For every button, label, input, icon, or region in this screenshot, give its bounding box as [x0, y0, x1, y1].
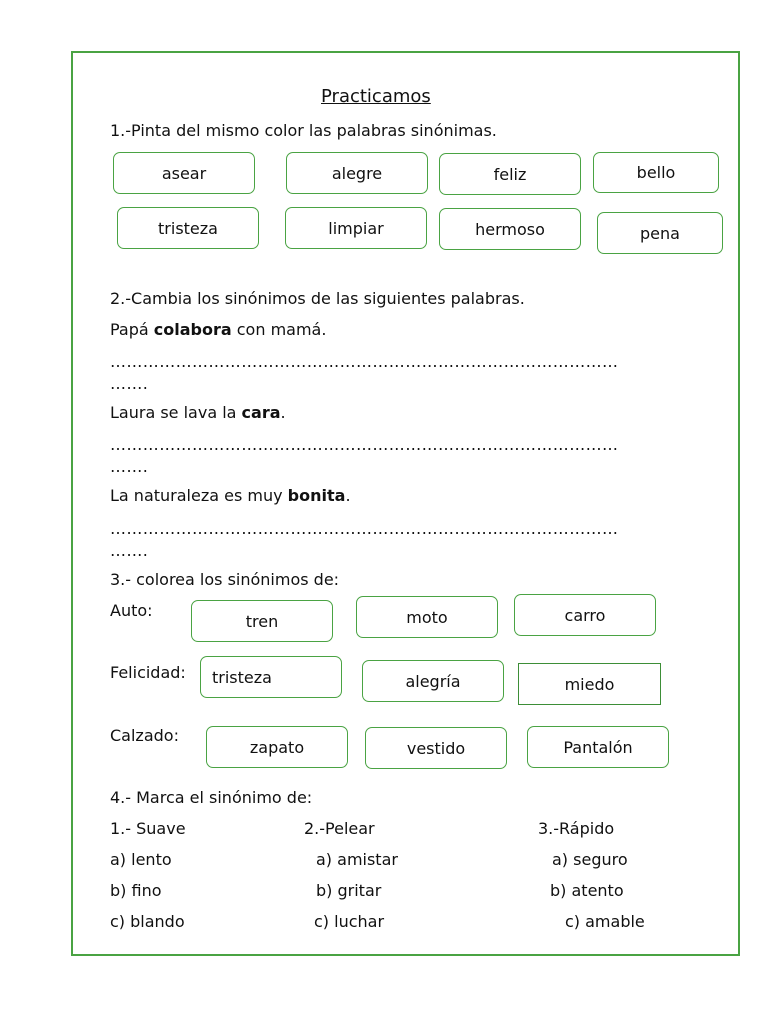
sentence-3-keyword: bonita: [287, 486, 346, 505]
question-2-option-c[interactable]: c) luchar: [314, 912, 385, 931]
option-box-carro[interactable]: carro: [514, 594, 656, 636]
answer-line-1[interactable]: …………………………………………………………………………………: [110, 352, 619, 371]
option-box-zapato[interactable]: zapato: [206, 726, 348, 768]
row-label-auto: Auto:: [110, 601, 153, 620]
section1-instruction: 1.-Pinta del mismo color las palabras sinónimas.: [110, 121, 497, 140]
sentence-3: La naturaleza es muy bonita.: [110, 486, 351, 505]
option-box-vestido[interactable]: vestido: [365, 727, 507, 769]
option-box-alegria[interactable]: alegría: [362, 660, 504, 702]
answer-line-2-end: …….: [110, 457, 149, 476]
section4-instruction: 4.- Marca el sinónimo de:: [110, 788, 313, 807]
word-box-alegre[interactable]: alegre: [286, 152, 428, 194]
question-1-heading: 1.- Suave: [110, 819, 186, 838]
word-box-feliz[interactable]: feliz: [439, 153, 581, 195]
question-3-heading: 3.-Rápido: [538, 819, 615, 838]
question-1-option-a[interactable]: a) lento: [110, 850, 172, 869]
sentence-2-keyword: cara: [241, 403, 281, 422]
answer-line-3-end: …….: [110, 541, 149, 560]
option-box-miedo[interactable]: miedo: [518, 663, 661, 705]
word-box-asear[interactable]: asear: [113, 152, 255, 194]
word-box-tristeza[interactable]: tristeza: [117, 207, 259, 249]
answer-line-3[interactable]: …………………………………………………………………………………: [110, 519, 619, 538]
section2-instruction: 2.-Cambia los sinónimos de las siguientes palabras.: [110, 289, 525, 308]
question-3-option-a[interactable]: a) seguro: [552, 850, 628, 869]
question-3-option-b[interactable]: b) atento: [550, 881, 624, 900]
answer-line-1-end: …….: [110, 374, 149, 393]
row-label-calzado: Calzado:: [110, 726, 179, 745]
sentence-1: Papá colabora con mamá.: [110, 320, 327, 339]
question-1-option-b[interactable]: b) fino: [110, 881, 162, 900]
question-2-heading: 2.-Pelear: [304, 819, 375, 838]
question-2-option-a[interactable]: a) amistar: [316, 850, 398, 869]
option-box-tren[interactable]: tren: [191, 600, 333, 642]
word-box-limpiar[interactable]: limpiar: [285, 207, 427, 249]
option-box-moto[interactable]: moto: [356, 596, 498, 638]
question-2-option-b[interactable]: b) gritar: [316, 881, 382, 900]
option-box-tristeza[interactable]: tristeza: [200, 656, 342, 698]
question-3-option-c[interactable]: c) amable: [565, 912, 645, 931]
question-1-option-c[interactable]: c) blando: [110, 912, 185, 931]
option-box-pantalon[interactable]: Pantalón: [527, 726, 669, 768]
answer-line-2[interactable]: …………………………………………………………………………………: [110, 435, 619, 454]
sentence-1-keyword: colabora: [153, 320, 232, 339]
page-title: Practicamos: [321, 86, 431, 107]
section3-instruction: 3.- colorea los sinónimos de:: [110, 570, 340, 589]
sentence-2: Laura se lava la cara.: [110, 403, 286, 422]
word-box-pena[interactable]: pena: [597, 212, 723, 254]
word-box-hermoso[interactable]: hermoso: [439, 208, 581, 250]
word-box-bello[interactable]: bello: [593, 152, 719, 193]
row-label-felicidad: Felicidad:: [110, 663, 186, 682]
